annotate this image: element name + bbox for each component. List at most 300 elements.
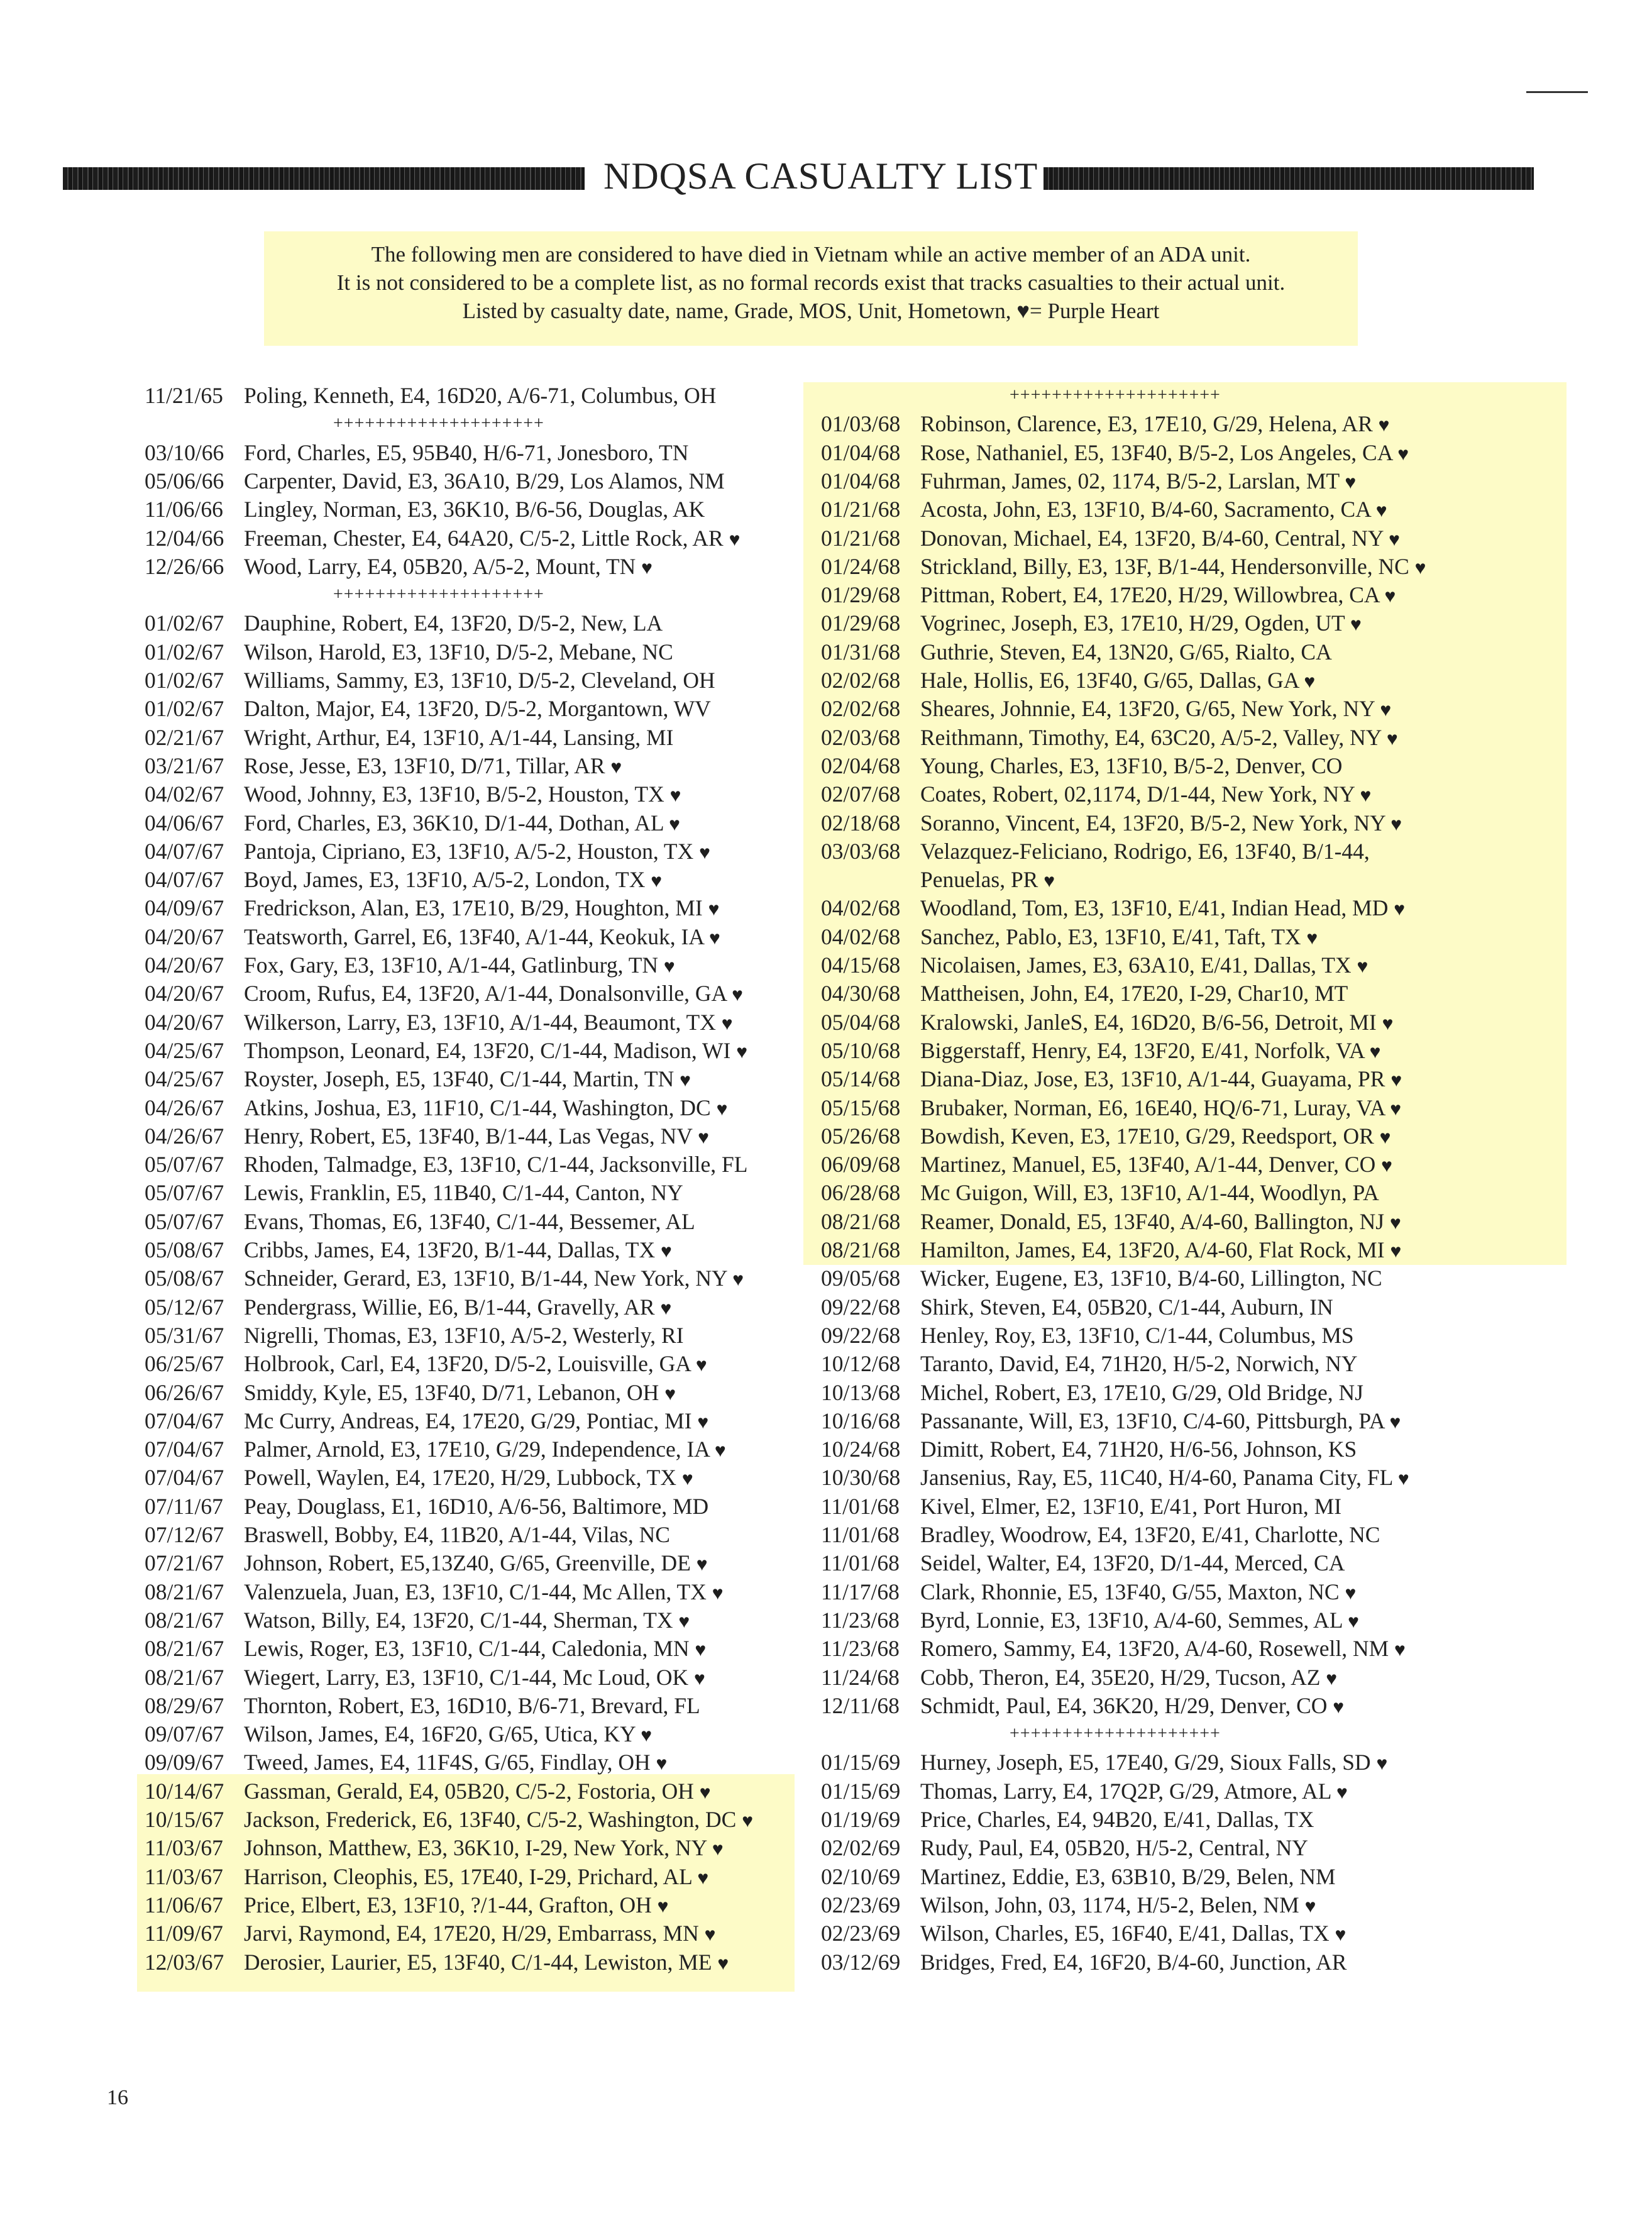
casualty-date: 10/14/67 bbox=[145, 1778, 224, 1804]
casualty-date: 05/07/67 bbox=[145, 1180, 224, 1206]
purple-heart-icon: ♥ bbox=[1390, 1241, 1402, 1262]
casualty-entry bbox=[244, 1293, 671, 1323]
casualty-details: Schneider, Gerard, E3, 13F10, B/1-44, New York, NY bbox=[244, 1266, 727, 1291]
casualty-details: Price, Elbert, E3, 13F10, ?/1-44, Grafton, OH bbox=[244, 1892, 652, 1917]
casualty-entry bbox=[920, 1008, 1393, 1039]
casualty-entry bbox=[244, 1036, 747, 1067]
casualty-entry bbox=[244, 1634, 706, 1665]
casualty-details: Young, Charles, E3, 13F10, B/5-2, Denver, CO bbox=[920, 753, 1343, 778]
purple-heart-icon: ♥ bbox=[1390, 1098, 1402, 1120]
casualty-entry bbox=[920, 751, 1342, 780]
casualty-entry bbox=[244, 922, 720, 953]
casualty-date: 02/02/69 bbox=[821, 1835, 901, 1861]
casualty-details: Shirk, Steven, E4, 05B20, C/1-44, Auburn, IN bbox=[920, 1294, 1333, 1320]
purple-heart-icon: ♥ bbox=[732, 985, 743, 1006]
casualty-entry bbox=[920, 1492, 1341, 1521]
casualty-details: Thornton, Robert, E3, 16D10, B/6-71, Brevard, FL bbox=[244, 1692, 700, 1718]
casualty-date: 03/12/69 bbox=[821, 1949, 901, 1975]
casualty-details: Braswell, Bobby, E4, 11B20, A/1-44, Vilas, NC bbox=[244, 1522, 670, 1547]
purple-heart-icon: ♥ bbox=[1360, 785, 1372, 807]
casualty-details: Cribbs, James, E4, 13F20, B/1-44, Dallas, TX bbox=[244, 1237, 656, 1262]
casualty-details: Royster, Joseph, E5, 13F40, C/1-44, Martin, TN bbox=[244, 1066, 675, 1092]
casualty-details: Sheares, Johnnie, E4, 13F20, G/65, New York, NY bbox=[920, 696, 1375, 722]
casualty-entry bbox=[244, 1463, 693, 1494]
casualty-entry bbox=[920, 1036, 1380, 1067]
casualty-details: Guthrie, Steven, E4, 13N20, G/65, Rialto, CA bbox=[920, 639, 1332, 665]
casualty-date: 11/03/67 bbox=[145, 1863, 223, 1889]
purple-heart-icon: ♥ bbox=[656, 1753, 668, 1775]
casualty-details: Donovan, Michael, E4, 13F20, B/4-60, Central, NY bbox=[920, 525, 1384, 551]
purple-heart-icon: ♥ bbox=[695, 1355, 707, 1376]
casualty-entry bbox=[920, 580, 1396, 611]
casualty-date: 11/06/67 bbox=[145, 1892, 223, 1917]
casualty-date: 11/03/67 bbox=[145, 1835, 223, 1861]
casualty-details: Palmer, Arnold, E3, 17E10, G/29, Independence, IA bbox=[244, 1437, 709, 1462]
casualty-entry bbox=[920, 723, 1398, 754]
casualty-date: 12/26/66 bbox=[145, 553, 224, 579]
casualty-entry bbox=[244, 552, 653, 583]
casualty-date: 04/25/67 bbox=[145, 1037, 224, 1063]
casualty-entry bbox=[920, 1577, 1356, 1608]
purple-heart-icon: ♥ bbox=[1394, 899, 1406, 920]
casualty-entry bbox=[244, 1606, 690, 1636]
casualty-entry bbox=[920, 1777, 1348, 1807]
casualty-entry bbox=[920, 951, 1368, 981]
casualty-details: Bradley, Woodrow, E4, 13F20, E/41, Charlotte, NC bbox=[920, 1522, 1380, 1547]
casualty-date: 04/06/67 bbox=[145, 810, 224, 836]
casualty-date: 04/26/67 bbox=[145, 1095, 224, 1120]
purple-heart-icon: ♥ bbox=[736, 1041, 748, 1062]
casualty-details: Clark, Rhonnie, E5, 13F40, G/55, Maxton, NC bbox=[920, 1579, 1340, 1604]
casualty-details: Mc Guigon, Will, E3, 13F10, A/1-44, Woodlyn, PA bbox=[920, 1180, 1379, 1206]
casualty-entry bbox=[920, 1293, 1333, 1321]
casualty-details: Lingley, Norman, E3, 36K10, B/6-56, Douglas, AK bbox=[244, 497, 705, 522]
separator: ++++++++++++++++++++ bbox=[333, 414, 544, 434]
casualty-details: Lewis, Roger, E3, 13F10, C/1-44, Caledonia, MN bbox=[244, 1636, 690, 1662]
casualty-entry bbox=[244, 1264, 744, 1294]
casualty-details: Thompson, Leonard, E4, 13F20, C/1-44, Madison, WI bbox=[244, 1037, 731, 1063]
casualty-details: Rose, Jesse, E3, 13F10, D/71, Tillar, AR bbox=[244, 753, 605, 778]
purple-heart-icon: ♥ bbox=[664, 1383, 676, 1404]
casualty-date: 08/21/68 bbox=[821, 1237, 901, 1262]
casualty-details: Price, Charles, E4, 94B20, E/41, Dallas, TX bbox=[920, 1807, 1314, 1832]
casualty-date: 06/26/67 bbox=[145, 1379, 224, 1405]
casualty-date: 11/23/68 bbox=[821, 1636, 900, 1662]
casualty-date: 09/07/67 bbox=[145, 1721, 224, 1747]
casualty-entry bbox=[244, 1663, 705, 1694]
casualty-entry bbox=[244, 1948, 729, 1978]
casualty-details: Wilson, Harold, E3, 13F10, D/5-2, Mebane, NC bbox=[244, 639, 673, 665]
casualty-date: 06/28/68 bbox=[821, 1180, 901, 1206]
casualty-details: Wilson, Charles, E5, 16F40, E/41, Dallas, TX bbox=[920, 1921, 1330, 1946]
casualty-entry bbox=[244, 1235, 672, 1266]
casualty-date: 01/02/67 bbox=[145, 610, 224, 636]
casualty-date: 07/04/67 bbox=[145, 1437, 224, 1462]
casualty-details: Watson, Billy, E4, 13F20, C/1-44, Sherman, TX bbox=[244, 1607, 673, 1633]
purple-heart-icon: ♥ bbox=[708, 927, 720, 949]
casualty-entry bbox=[920, 409, 1389, 440]
casualty-entry bbox=[244, 837, 710, 868]
casualty-details: Tweed, James, E4, 11F4S, G/65, Findlay, OH bbox=[244, 1750, 651, 1775]
intro-line: Listed by casualty date, name, Grade, MOS, Unit, Hometown, ♥= Purple Heart bbox=[462, 299, 1160, 323]
purple-heart-icon: ♥ bbox=[1376, 1753, 1388, 1775]
casualty-details: Ford, Charles, E3, 36K10, D/1-44, Dothan, AL bbox=[244, 810, 664, 836]
purple-heart-icon: ♥ bbox=[699, 1782, 711, 1803]
casualty-date: 01/21/68 bbox=[821, 497, 901, 522]
casualty-date: 04/09/67 bbox=[145, 895, 224, 921]
casualty-entry bbox=[244, 1577, 724, 1608]
casualty-details: Romero, Sammy, E4, 13F20, A/4-60, Rosewell, NM bbox=[920, 1636, 1389, 1662]
casualty-details: Hale, Hollis, E6, 13F40, G/65, Dallas, GA bbox=[920, 668, 1299, 693]
casualty-entry bbox=[920, 1064, 1402, 1095]
casualty-entry bbox=[920, 1890, 1316, 1921]
purple-heart-icon: ♥ bbox=[1304, 1895, 1316, 1917]
casualty-details: Wiegert, Larry, E3, 13F10, C/1-44, Mc Loud, OK bbox=[244, 1664, 689, 1690]
casualty-entry bbox=[920, 1178, 1379, 1207]
casualty-date: 04/15/68 bbox=[821, 952, 901, 978]
casualty-details: Mc Curry, Andreas, E4, 17E20, G/29, Pontiac, MI bbox=[244, 1408, 692, 1433]
casualty-date: 04/07/67 bbox=[145, 838, 224, 864]
casualty-entry bbox=[244, 666, 715, 695]
purple-heart-icon: ♥ bbox=[1333, 1696, 1345, 1718]
casualty-details: Pantoja, Cipriano, E3, 13F10, A/5-2, Houston, TX bbox=[244, 838, 694, 864]
casualty-date: 05/07/67 bbox=[145, 1208, 224, 1234]
casualty-entry bbox=[920, 1406, 1401, 1437]
purple-heart-icon: ♥ bbox=[1379, 1127, 1391, 1148]
casualty-details: Velazquez-Feliciano, Rodrigo, E6, 13F40, B/1-44, bbox=[920, 838, 1370, 864]
casualty-entry bbox=[244, 609, 663, 637]
casualty-details: Wood, Johnny, E3, 13F10, B/5-2, Houston, TX bbox=[244, 781, 664, 807]
purple-heart-icon: ♥ bbox=[708, 899, 720, 920]
casualty-date: 10/12/68 bbox=[821, 1351, 901, 1377]
casualty-entry bbox=[920, 1691, 1344, 1722]
casualty-details: Mattheisen, John, E4, 17E20, I-29, Char10, MT bbox=[920, 981, 1348, 1007]
casualty-date: 02/03/68 bbox=[821, 724, 901, 750]
casualty-details: Biggerstaff, Henry, E4, 13F20, E/41, Norfolk, VA bbox=[920, 1037, 1364, 1063]
casualty-date: 07/11/67 bbox=[145, 1493, 223, 1519]
casualty-entry bbox=[244, 1890, 668, 1921]
page-number: 16 bbox=[107, 2086, 128, 2109]
casualty-date: 01/29/68 bbox=[821, 610, 901, 636]
casualty-details: Acosta, John, E3, 13F10, B/4-60, Sacramento, CA bbox=[920, 497, 1370, 522]
casualty-details: Kralowski, JanleS, E4, 16D20, B/6-56, Detroit, MI bbox=[920, 1009, 1377, 1035]
casualty-date: 09/05/68 bbox=[821, 1266, 901, 1291]
casualty-details: Wicker, Eugene, E3, 13F10, B/4-60, Lillington, NC bbox=[920, 1266, 1382, 1291]
casualty-date: 01/02/67 bbox=[145, 696, 224, 722]
casualty-details: Reithmann, Timothy, E4, 63C20, A/5-2, Valley, NY bbox=[920, 724, 1382, 750]
casualty-entry bbox=[920, 1634, 1406, 1665]
casualty-date: 02/02/68 bbox=[821, 696, 901, 722]
casualty-details: Coates, Robert, 02,1174, D/1-44, New York, NY bbox=[920, 781, 1355, 807]
casualty-entry bbox=[244, 893, 719, 924]
casualty-entry bbox=[920, 1948, 1346, 1977]
casualty-details: Jansenius, Ray, E5, 11C40, H/4-60, Panama City, FL bbox=[920, 1465, 1393, 1491]
casualty-details: Pittman, Robert, E4, 17E20, H/29, Willowbrea, CA bbox=[920, 582, 1379, 608]
purple-heart-icon: ♥ bbox=[1357, 956, 1368, 977]
casualty-date: 11/23/68 bbox=[821, 1607, 900, 1633]
casualty-entry bbox=[920, 1862, 1336, 1891]
casualty-details: Wood, Larry, E4, 05B20, A/5-2, Mount, TN bbox=[244, 553, 636, 579]
casualty-entry bbox=[920, 893, 1405, 924]
casualty-entry bbox=[244, 1748, 667, 1779]
casualty-details: Croom, Rufus, E4, 13F20, A/1-44, Donalsonville, GA bbox=[244, 981, 727, 1007]
purple-heart-icon: ♥ bbox=[1394, 1640, 1406, 1661]
purple-heart-icon: ♥ bbox=[716, 1098, 728, 1120]
purple-heart-icon: ♥ bbox=[1306, 927, 1318, 949]
casualty-details: Lewis, Franklin, E5, 11B40, C/1-44, Canton, NY bbox=[244, 1180, 683, 1206]
casualty-entry bbox=[244, 1492, 708, 1521]
casualty-date: 09/22/68 bbox=[821, 1294, 901, 1320]
purple-heart-icon: ♥ bbox=[697, 1411, 709, 1433]
casualty-date: 02/10/69 bbox=[821, 1863, 901, 1889]
casualty-date: 04/20/67 bbox=[145, 924, 224, 949]
purple-heart-icon: ♥ bbox=[699, 842, 710, 863]
casualty-details: Poling, Kenneth, E4, 16D20, A/6-71, Columbus, OH bbox=[244, 383, 717, 408]
purple-heart-icon: ♥ bbox=[669, 785, 681, 807]
purple-heart-icon: ♥ bbox=[1350, 614, 1362, 636]
casualty-details: Taranto, David, E4, 71H20, H/5-2, Norwich, NY bbox=[920, 1351, 1358, 1377]
casualty-entry bbox=[244, 694, 711, 723]
casualty-date: 11/24/68 bbox=[821, 1664, 900, 1690]
purple-heart-icon: ♥ bbox=[669, 814, 680, 835]
separator: ++++++++++++++++++++ bbox=[1010, 1724, 1221, 1744]
purple-heart-icon: ♥ bbox=[681, 1469, 693, 1490]
purple-heart-icon: ♥ bbox=[1389, 1411, 1401, 1433]
casualty-date: 11/01/68 bbox=[821, 1550, 900, 1576]
casualty-entry bbox=[920, 1663, 1337, 1694]
casualty-entry bbox=[920, 495, 1387, 526]
casualty-entry bbox=[244, 1833, 724, 1864]
casualty-details: Penuelas, PR bbox=[920, 867, 1038, 893]
purple-heart-icon: ♥ bbox=[695, 1640, 707, 1661]
casualty-details: Rhoden, Talmadge, E3, 13F10, C/1-44, Jacksonville, FL bbox=[244, 1152, 748, 1178]
casualty-details: Wilson, James, E4, 16F20, G/65, Utica, KY bbox=[244, 1721, 636, 1747]
purple-heart-icon: ♥ bbox=[712, 1839, 724, 1860]
casualty-details: Pendergrass, Willie, E6, B/1-44, Gravelly, AR bbox=[244, 1294, 655, 1320]
casualty-details: Seidel, Walter, E4, 13F20, D/1-44, Merced, CA bbox=[920, 1550, 1345, 1576]
casualty-entry bbox=[920, 1463, 1409, 1494]
casualty-date: 02/18/68 bbox=[821, 810, 901, 836]
casualty-date: 11/09/67 bbox=[145, 1921, 223, 1946]
casualty-date: 05/07/67 bbox=[145, 1152, 224, 1178]
casualty-details: Hurney, Joseph, E5, 17E40, G/29, Sioux Falls, SD bbox=[920, 1750, 1371, 1775]
casualty-entry bbox=[920, 524, 1400, 554]
casualty-date: 01/04/68 bbox=[821, 468, 901, 494]
purple-heart-icon: ♥ bbox=[663, 956, 675, 977]
intro-box bbox=[264, 231, 1358, 346]
casualty-date: 10/24/68 bbox=[821, 1437, 901, 1462]
casualty-date: 05/14/68 bbox=[821, 1066, 901, 1092]
casualty-details: Hamilton, James, E4, 13F20, A/4-60, Flat Rock, MI bbox=[920, 1237, 1385, 1262]
casualty-entry bbox=[244, 438, 688, 467]
casualty-details: Peay, Douglass, E1, 16D10, A/6-56, Baltimore, MD bbox=[244, 1493, 709, 1519]
purple-heart-icon: ♥ bbox=[1348, 1611, 1359, 1632]
purple-heart-icon: ♥ bbox=[704, 1924, 716, 1946]
page-title: NDQSA CASUALTY LIST bbox=[603, 155, 1038, 197]
casualty-details: Henley, Roy, E3, 13F10, C/1-44, Columbus, MS bbox=[920, 1322, 1354, 1348]
casualty-details: Freeman, Chester, E4, 64A20, C/5-2, Little Rock, AR bbox=[244, 525, 724, 551]
purple-heart-icon: ♥ bbox=[1375, 500, 1387, 522]
casualty-date: 05/10/68 bbox=[821, 1037, 901, 1063]
casualty-entry bbox=[244, 1349, 707, 1380]
casualty-date: 06/09/68 bbox=[821, 1152, 901, 1178]
casualty-entry bbox=[920, 1435, 1357, 1464]
casualty-date: 02/07/68 bbox=[821, 781, 901, 807]
casualty-entry bbox=[244, 951, 675, 981]
casualty-date: 01/29/68 bbox=[821, 582, 901, 608]
casualty-entry bbox=[920, 922, 1318, 953]
purple-heart-icon: ♥ bbox=[678, 1611, 690, 1632]
casualty-date: 01/02/67 bbox=[145, 668, 224, 693]
casualty-details: Valenzuela, Juan, E3, 13F10, C/1-44, Mc Allen, TX bbox=[244, 1579, 707, 1604]
casualty-details: Bridges, Fred, E4, 16F20, B/4-60, Junction, AR bbox=[920, 1949, 1347, 1975]
casualty-date: 08/21/67 bbox=[145, 1607, 224, 1633]
purple-heart-icon: ♥ bbox=[1326, 1668, 1338, 1689]
casualty-details: Henry, Robert, E5, 13F40, B/1-44, Las Vegas, NV bbox=[244, 1123, 693, 1149]
casualty-details: Johnson, Robert, E5,13Z40, G/65, Greenville, DE bbox=[244, 1550, 691, 1576]
casualty-entry bbox=[920, 466, 1356, 497]
casualty-entry bbox=[920, 609, 1362, 639]
casualty-entry bbox=[244, 1122, 709, 1152]
casualty-entry bbox=[244, 865, 662, 896]
casualty-entry bbox=[244, 1777, 711, 1807]
casualty-entry bbox=[920, 1520, 1380, 1549]
casualty-details: Cobb, Theron, E4, 35E20, H/29, Tucson, AZ bbox=[920, 1664, 1321, 1690]
casualty-details: Dimitt, Robert, E4, 71H20, H/6-56, Johnson, KS bbox=[920, 1437, 1357, 1462]
purple-heart-icon: ♥ bbox=[1389, 529, 1400, 550]
casualty-details: Wright, Arthur, E4, 13F10, A/1-44, Lansing, MI bbox=[244, 724, 674, 750]
casualty-details: Kivel, Elmer, E2, 13F10, E/41, Port Huron, MI bbox=[920, 1493, 1342, 1519]
intro-line: It is not considered to be a complete list, as no formal records exist that tracks casualties to their actual unit. bbox=[336, 270, 1286, 295]
purple-heart-icon: ♥ bbox=[1335, 1924, 1346, 1946]
casualty-details: Martinez, Manuel, E5, 13F40, A/1-44, Denver, CO bbox=[920, 1152, 1376, 1178]
casualty-entry bbox=[244, 751, 622, 782]
casualty-entry bbox=[920, 1207, 1401, 1238]
casualty-details: Holbrook, Carl, E4, 13F20, D/5-2, Louisville, GA bbox=[244, 1351, 690, 1377]
casualty-date: 04/02/68 bbox=[821, 924, 901, 949]
casualty-details: Wilkerson, Larry, E3, 13F10, A/1-44, Beaumont, TX bbox=[244, 1009, 716, 1035]
casualty-details: Reamer, Donald, E5, 13F40, A/4-60, Ballington, NJ bbox=[920, 1208, 1385, 1234]
purple-heart-icon: ♥ bbox=[1382, 1013, 1394, 1034]
purple-heart-icon: ♥ bbox=[694, 1668, 705, 1689]
casualty-date: 04/02/68 bbox=[821, 895, 901, 921]
casualty-entry bbox=[920, 1349, 1358, 1378]
casualty-details: Johnson, Matthew, E3, 36K10, I-29, New York, NY bbox=[244, 1835, 707, 1861]
casualty-date: 07/12/67 bbox=[145, 1522, 224, 1547]
casualty-details: Byrd, Lonnie, E3, 13F10, A/4-60, Semmes, AL bbox=[920, 1607, 1343, 1633]
casualty-details: Powell, Waylen, E4, 17E20, H/29, Lubbock, TX bbox=[244, 1465, 677, 1491]
casualty-entry bbox=[244, 495, 705, 524]
casualty-date: 10/15/67 bbox=[145, 1807, 224, 1832]
casualty-entry bbox=[244, 1178, 683, 1207]
purple-heart-icon: ♥ bbox=[1381, 1156, 1392, 1177]
casualty-details: Boyd, James, E3, 13F10, A/5-2, London, TX bbox=[244, 867, 646, 893]
purple-heart-icon: ♥ bbox=[697, 1867, 709, 1889]
casualty-date: 04/20/67 bbox=[145, 952, 224, 978]
casualty-entry bbox=[920, 808, 1402, 839]
casualty-entry bbox=[244, 1520, 670, 1549]
casualty-details: Carpenter, David, E3, 36A10, B/29, Los Alamos, NM bbox=[244, 468, 725, 494]
casualty-entry bbox=[244, 979, 743, 1010]
casualty-date: 02/04/68 bbox=[821, 753, 901, 778]
purple-heart-icon: ♥ bbox=[657, 1895, 669, 1917]
casualty-date: 02/02/68 bbox=[821, 668, 901, 693]
separator: ++++++++++++++++++++ bbox=[333, 585, 544, 605]
casualty-details: Derosier, Laurier, E5, 13F40, C/1-44, Lewiston, ME bbox=[244, 1949, 712, 1975]
casualty-date: 10/30/68 bbox=[821, 1465, 901, 1491]
casualty-entry bbox=[244, 1435, 726, 1465]
casualty-entry bbox=[244, 1207, 695, 1236]
casualty-date: 01/31/68 bbox=[821, 639, 901, 665]
title-bar-left bbox=[63, 167, 585, 190]
casualty-date: 12/11/68 bbox=[821, 1692, 900, 1718]
casualty-entry bbox=[920, 1548, 1345, 1577]
purple-heart-icon: ♥ bbox=[1304, 671, 1316, 692]
casualty-entry bbox=[244, 1150, 747, 1179]
casualty-date: 04/07/67 bbox=[145, 867, 224, 893]
top-rule bbox=[1526, 91, 1588, 93]
casualty-details: Michel, Robert, E3, 17E10, G/29, Old Bridge, NJ bbox=[920, 1379, 1363, 1405]
casualty-details: Woodland, Tom, E3, 13F10, E/41, Indian Head, MD bbox=[920, 895, 1389, 921]
casualty-date: 03/21/67 bbox=[145, 753, 224, 778]
casualty-date: 01/19/69 bbox=[821, 1807, 901, 1832]
casualty-entry bbox=[244, 1093, 727, 1124]
casualty-entry bbox=[244, 1406, 708, 1437]
casualty-entry bbox=[920, 837, 1370, 866]
casualty-details: Thomas, Larry, E4, 17Q2P, G/29, Atmore, AL bbox=[920, 1778, 1331, 1804]
casualty-entry bbox=[920, 438, 1409, 469]
casualty-details: Evans, Thomas, E6, 13F40, C/1-44, Bessemer, AL bbox=[244, 1208, 695, 1234]
purple-heart-icon: ♥ bbox=[1384, 586, 1396, 607]
casualty-details: Brubaker, Norman, E6, 16E40, HQ/6-71, Luray, VA bbox=[920, 1095, 1385, 1120]
casualty-entry bbox=[244, 1919, 715, 1950]
purple-heart-icon: ♥ bbox=[717, 1953, 729, 1974]
casualty-date: 04/25/67 bbox=[145, 1066, 224, 1092]
casualty-date: 08/21/68 bbox=[821, 1208, 901, 1234]
casualty-details: Bowdish, Keven, E3, 17E10, G/29, Reedsport, OR bbox=[920, 1123, 1374, 1149]
casualty-entry bbox=[920, 1235, 1401, 1266]
casualty-date: 04/26/67 bbox=[145, 1123, 224, 1149]
casualty-date: 09/22/68 bbox=[821, 1322, 901, 1348]
casualty-details: Smiddy, Kyle, E5, 13F40, D/71, Lebanon, OH bbox=[244, 1379, 659, 1405]
casualty-details: Passanante, Will, E3, 13F10, C/4-60, Pittsburgh, PA bbox=[920, 1408, 1384, 1433]
casualty-date: 05/31/67 bbox=[145, 1322, 224, 1348]
purple-heart-icon: ♥ bbox=[1397, 1469, 1409, 1490]
casualty-date: 12/04/66 bbox=[145, 525, 224, 551]
casualty-entry bbox=[244, 808, 680, 839]
purple-heart-icon: ♥ bbox=[1336, 1782, 1348, 1803]
casualty-date: 05/04/68 bbox=[821, 1009, 901, 1035]
casualty-entry bbox=[920, 637, 1332, 666]
casualty-entry bbox=[244, 1008, 733, 1039]
casualty-entry bbox=[244, 723, 673, 752]
casualty-date: 01/24/68 bbox=[821, 553, 901, 579]
casualty-date: 05/08/67 bbox=[145, 1266, 224, 1291]
casualty-entry bbox=[920, 1321, 1354, 1350]
casualty-details: Dauphine, Robert, E4, 13F20, D/5-2, New, LA bbox=[244, 610, 663, 636]
casualty-date: 06/25/67 bbox=[145, 1351, 224, 1377]
casualty-details: Fredrickson, Alan, E3, 17E10, B/29, Houghton, MI bbox=[244, 895, 703, 921]
casualty-date: 03/10/66 bbox=[145, 439, 224, 465]
casualty-entry bbox=[244, 1064, 691, 1095]
separator: ++++++++++++++++++++ bbox=[1010, 385, 1221, 405]
casualty-date: 04/20/67 bbox=[145, 1009, 224, 1035]
casualty-entry bbox=[920, 780, 1371, 810]
casualty-entry bbox=[920, 1122, 1390, 1152]
casualty-details: Dalton, Major, E4, 13F20, D/5-2, Morgantown, WV bbox=[244, 696, 711, 722]
purple-heart-icon: ♥ bbox=[680, 1070, 691, 1091]
casualty-date: 03/03/68 bbox=[821, 838, 901, 864]
